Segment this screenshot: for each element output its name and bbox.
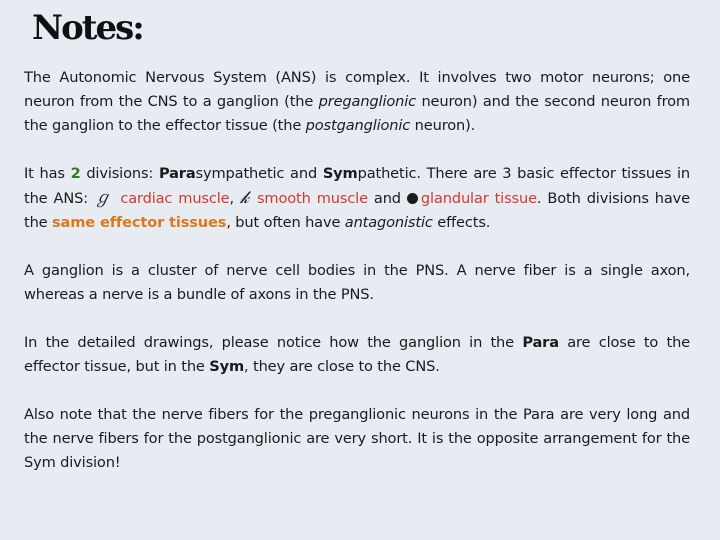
sym-prefix: Sym (322, 165, 358, 182)
paragraph-ganglion: A ganglion is a cluster of nerve cell bodies in the PNS. A nerve fiber is a single axon, whereas a nerve is a bundle of axons in the PNS. (24, 262, 690, 303)
paragraph-fibers: Also note that the nerve fibers for the preganglionic neurons in the Para are very long and the nerve fibers for the postganglionic are very short. It is the opposite arrangement for the Sym division! (24, 406, 690, 471)
preganglionic-term: preganglionic (318, 93, 417, 110)
para-bold: Para (522, 334, 559, 351)
smooth-muscle-label: smooth muscle (250, 190, 368, 207)
paragraph-drawings: In the detailed drawings, please notice how the ganglion in the Para are close to the effector tissue, but in the Sym, they are close to the CNS. (24, 334, 691, 375)
division-count: 2 (70, 165, 81, 182)
notes-body (24, 66, 690, 499)
smooth-muscle-icon: 𝓀 (239, 188, 249, 208)
paragraph-ans-intro: The Autonomic Nervous System (ANS) is complex. It involves two motor neurons; one neuron from the CNS to a ganglion (the preganglionic neuron) and the second neuron from the ganglion to the effector tissue (the postganglionic neuron). (24, 69, 690, 134)
glandular-tissue-label: glandular tissue (420, 190, 537, 207)
para-prefix: Para (158, 165, 196, 182)
heart-icon: ℊ (93, 188, 113, 208)
antagonistic-term: antagonistic (344, 214, 433, 231)
sym-bold: Sym (209, 358, 245, 375)
paragraph-divisions: It has 2 divisions: Parasympathetic and Sympathetic. There are 3 basic effector tissues in the ANS: ℊ cardiac muscle, 𝓀 smooth muscle and glandular tissue. Both divisions have the same effector tissues, but often have antagonistic effects. (24, 165, 690, 231)
gland-icon (407, 193, 418, 204)
same-effector-tissues: same effector tissues (52, 214, 227, 231)
cardiac-muscle-label: cardiac muscle (114, 190, 230, 207)
postganglionic-term: postganglionic (305, 117, 411, 134)
page-title: Notes: (32, 8, 143, 48)
